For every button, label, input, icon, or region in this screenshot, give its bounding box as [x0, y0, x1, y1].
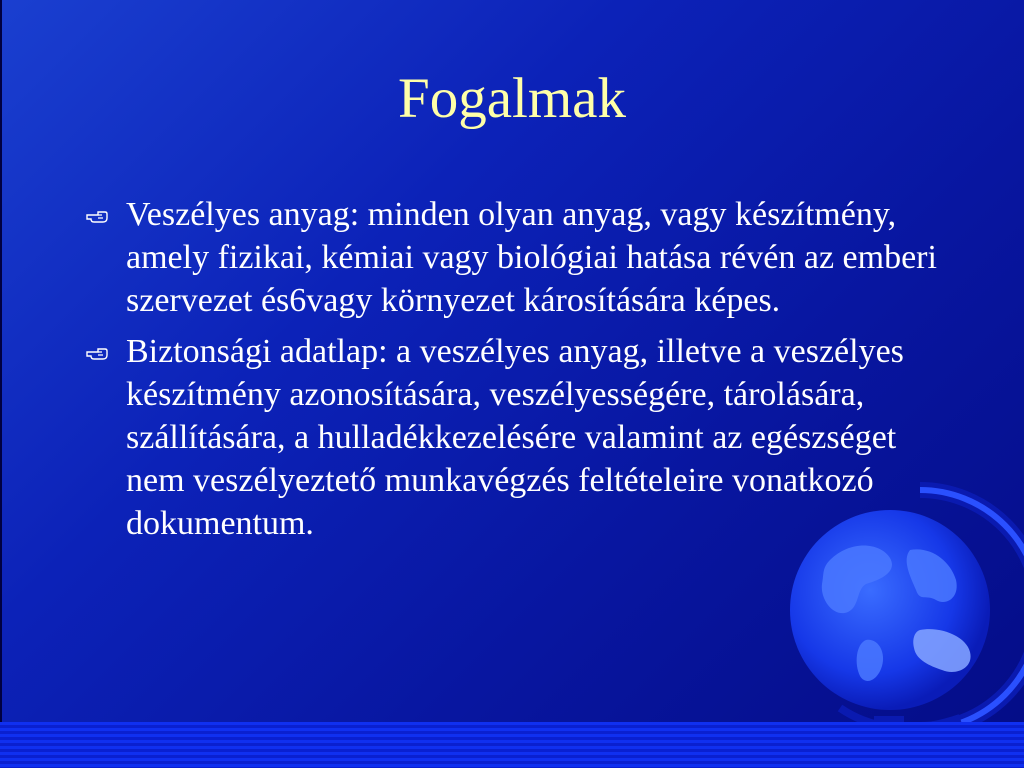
pointing-hand-icon: [86, 193, 126, 225]
bullet-text: Biztonsági adatlap: a veszélyes anyag, illetve a veszélyes készítmény azonosítására, veszélyességére, tárolására, szállítására, a hulladékkezelésére valamint az egészséget nem veszélyeztető munkavégzés feltételeire vonatkozó dokumentum.: [126, 333, 904, 542]
list-item: [86, 330, 946, 545]
pointing-hand-icon: [86, 330, 126, 362]
bullet-text: Veszélyes anyag: minden olyan anyag, vagy készítmény, amely fizikai, kémiai vagy biológiai hatása révén az emberi szervezet és6vagy környezet károsítására képes.: [126, 196, 937, 319]
bullet-list: [86, 193, 946, 553]
list-item: [86, 193, 946, 322]
slide-title: Fogalmak: [398, 67, 626, 130]
bottom-band: [0, 722, 1024, 768]
